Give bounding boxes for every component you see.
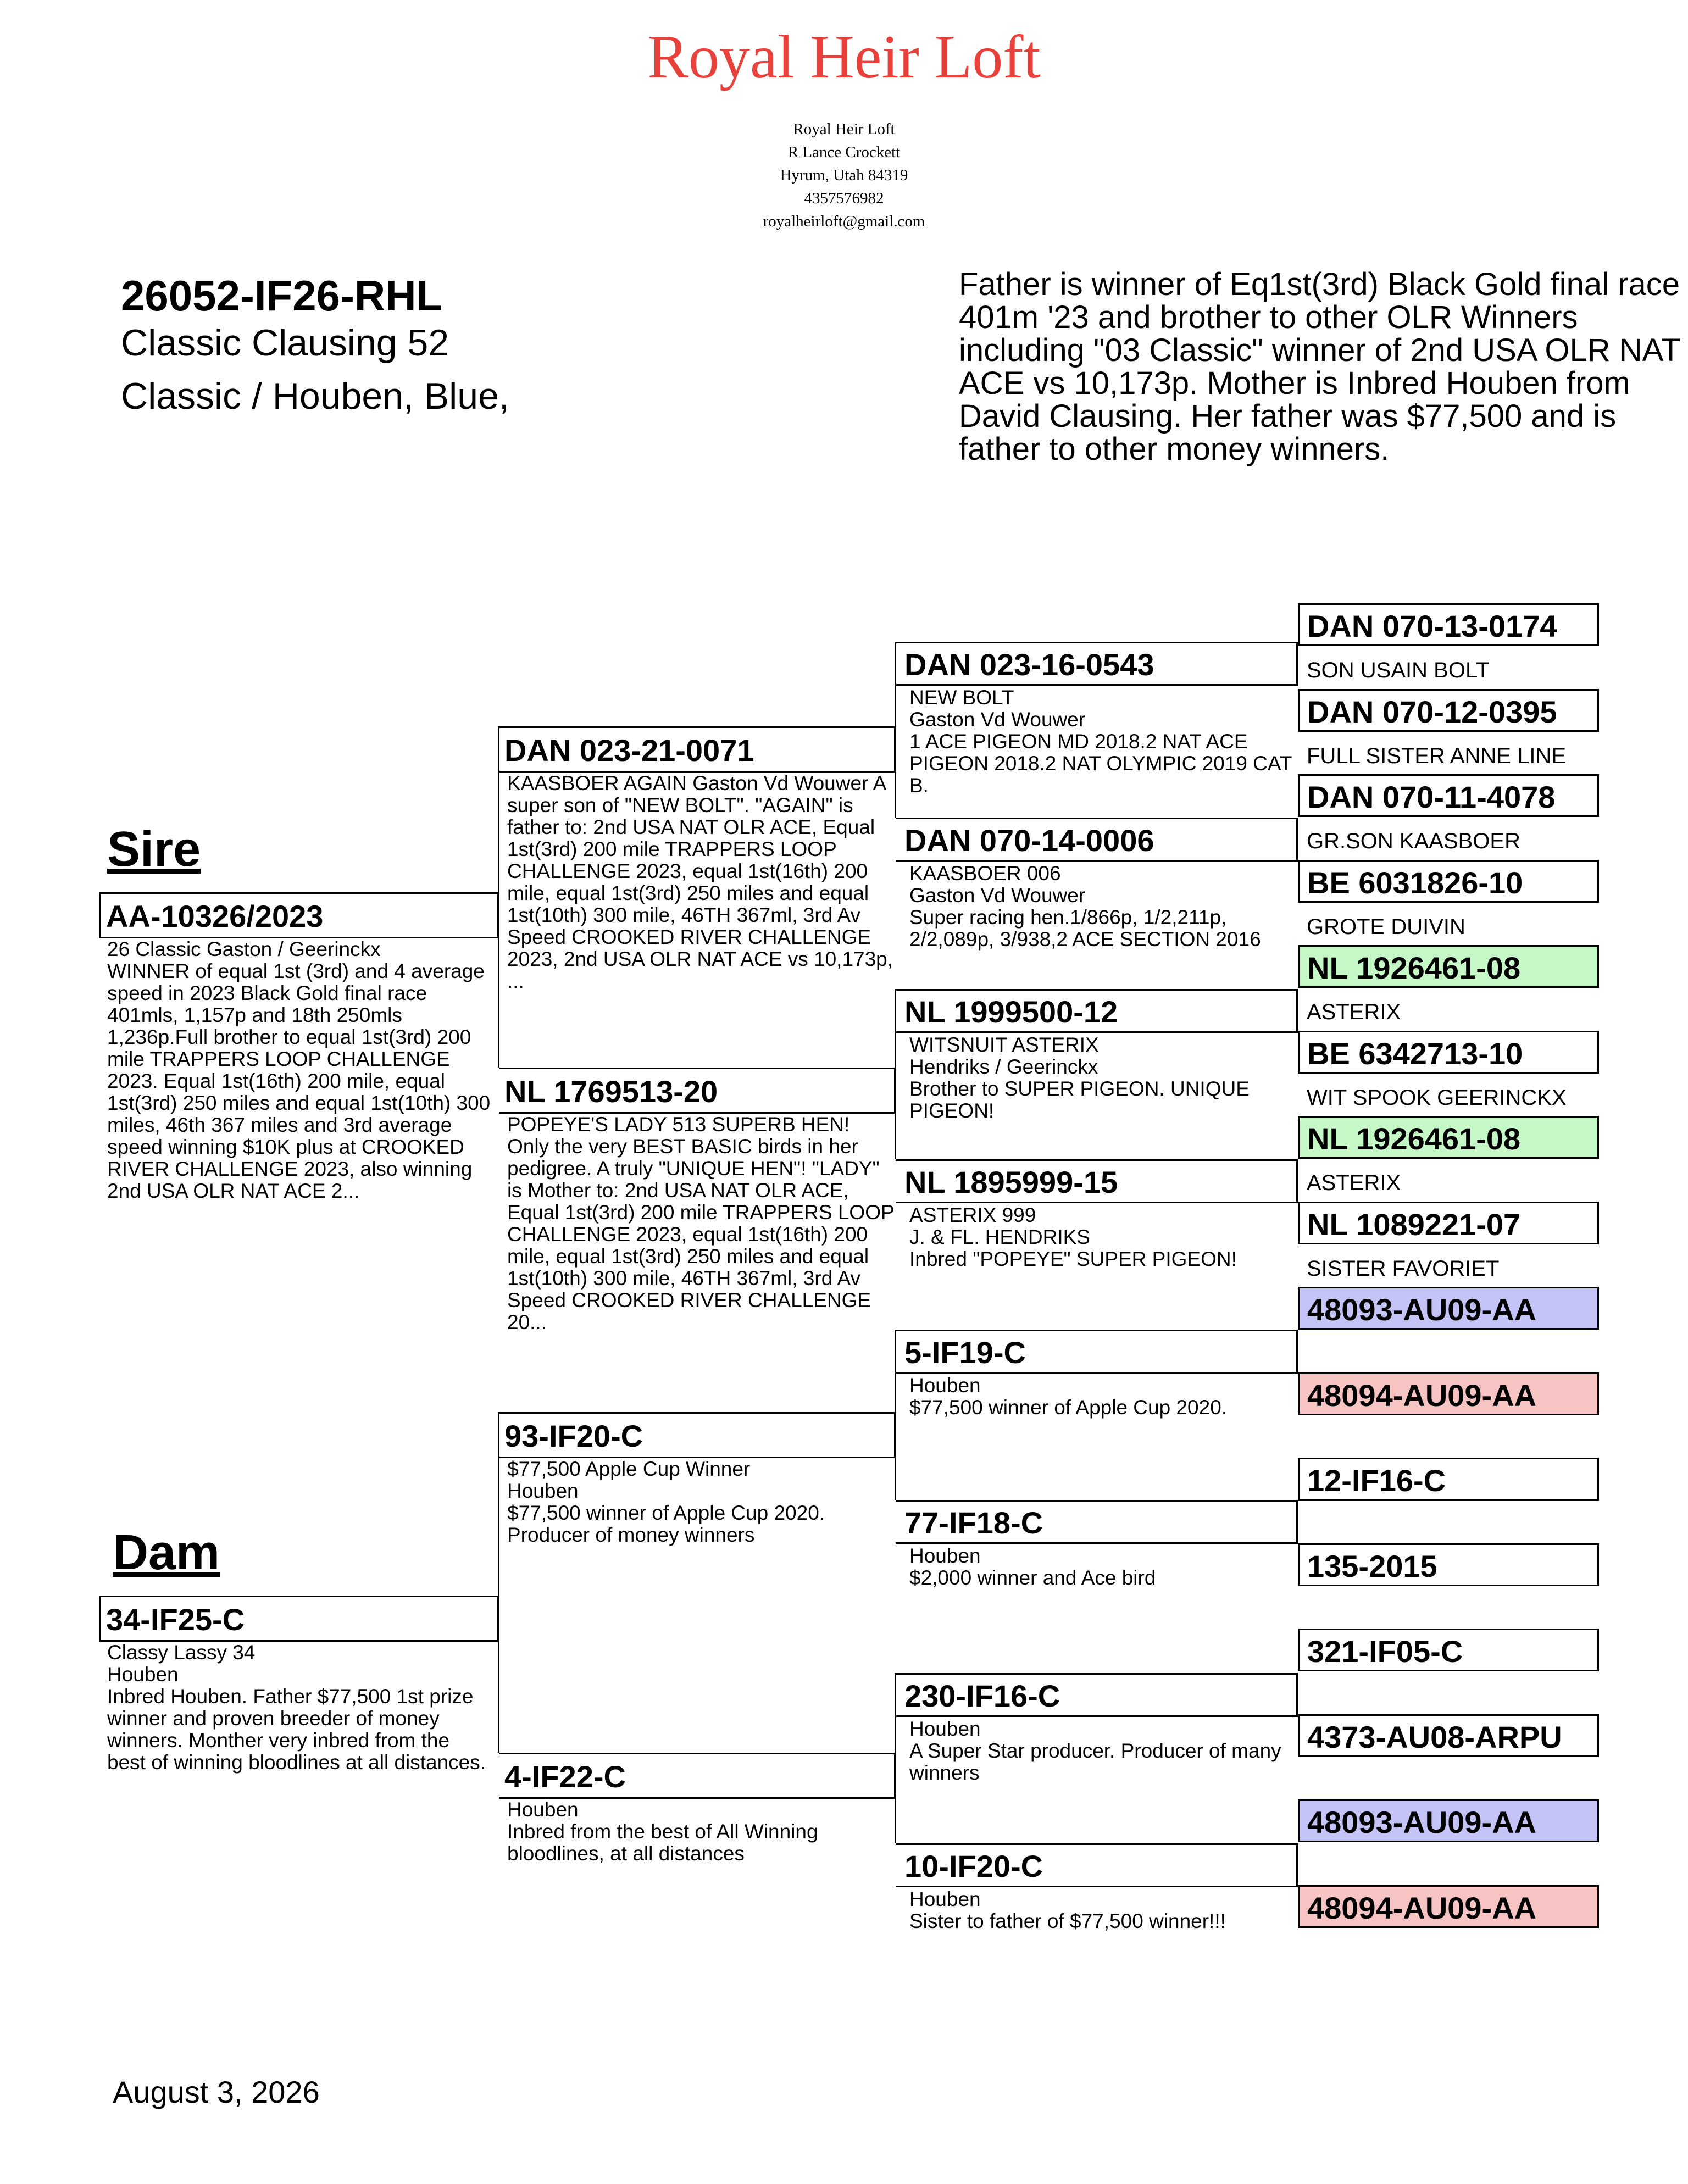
gen3-info: ASTERIX 999 J. & FL. HENDRIKS Inbred "POPEYE" SUPER PIGEON!: [909, 1204, 1237, 1270]
gen3-ring: DAN 023-16-0543: [904, 647, 1154, 682]
bird-ring-number: 26052-IF26-RHL: [121, 271, 443, 320]
dam-dam-info: Houben Inbred from the best of All Winning bloodlines, at all distances: [507, 1798, 818, 1865]
gen4-ring: 48094-AU09-AA: [1307, 1378, 1537, 1413]
gen4-ring-box: [1298, 603, 1599, 646]
gen4-ring: NL 1926461-08: [1307, 951, 1521, 985]
gen3-ring-box: [896, 1159, 1298, 1203]
sire-ring: AA-10326/2023: [106, 899, 324, 933]
gen4-ring: BE 6342713-10: [1307, 1036, 1523, 1071]
gen4-ring: NL 1926461-08: [1307, 1121, 1521, 1156]
gen4-info: GROTE DUIVIN: [1307, 915, 1465, 939]
gen4-ring-box: [1298, 1202, 1599, 1244]
gen4-ring: 321-IF05-C: [1307, 1634, 1463, 1669]
loft-title: Royal Heir Loft: [647, 23, 1041, 91]
gen4-info: GR.SON KAASBOER: [1307, 829, 1520, 853]
contact-line: Royal Heir Loft: [793, 120, 895, 138]
contact-block: [0, 118, 1688, 233]
gen4-ring-box: [1298, 1885, 1599, 1928]
gen4-ring: DAN 070-12-0395: [1307, 694, 1557, 729]
gen3-info: NEW BOLT Gaston Vd Wouwer 1 ACE PIGEON MD 2018.2 NAT ACE PIGEON 2018.2 NAT OLYMPIC 2019 CAT B.: [909, 686, 1292, 797]
gen4-info: ASTERIX: [1307, 1171, 1401, 1195]
gen3-ring: 230-IF16-C: [904, 1679, 1060, 1713]
gen4-ring: DAN 070-11-4078: [1307, 780, 1556, 814]
dam-sire-ring-box: [499, 1412, 896, 1458]
gen3-ring: NL 1895999-15: [904, 1165, 1118, 1199]
dam-sire-ring: 93-IF20-C: [504, 1419, 643, 1453]
gen3-ring: 77-IF18-C: [904, 1505, 1043, 1540]
gen4-ring: 48094-AU09-AA: [1307, 1891, 1537, 1925]
gen4-ring-box: [1298, 1116, 1599, 1159]
gen3-ring-box: [896, 818, 1298, 862]
gen4-ring-box: [1298, 1799, 1599, 1842]
dam-dam-ring-box: [499, 1753, 896, 1799]
gen3-ring-box: [896, 642, 1298, 686]
sire-sire-ring-box: [499, 726, 896, 773]
gen4-ring-box: [1298, 774, 1599, 817]
gen3-ring: 5-IF19-C: [904, 1335, 1026, 1370]
gen4-ring-box: [1298, 1372, 1599, 1415]
gen3-ring-box: [896, 1843, 1298, 1887]
gen4-ring-box: [1298, 1543, 1599, 1586]
gen4-info: WIT SPOOK GEERINCKX: [1307, 1086, 1567, 1110]
gen3-ring-box: [896, 989, 1298, 1033]
gen4-ring: 12-IF16-C: [1307, 1463, 1446, 1498]
sire-heading: Sire: [107, 822, 201, 877]
gen4-ring-box: [1298, 689, 1599, 732]
gen4-info: FULL SISTER ANNE LINE: [1307, 744, 1566, 768]
report-date: August 3, 2026: [113, 2075, 320, 2109]
dam-dam-ring: 4-IF22-C: [504, 1759, 626, 1794]
gen4-ring: DAN 070-13-0174: [1307, 609, 1557, 643]
gen4-ring-box: [1298, 1287, 1599, 1330]
gen4-ring-box: [1298, 1458, 1599, 1501]
gen3-ring: DAN 070-14-0006: [904, 823, 1154, 858]
gen3-info: Houben $2,000 winner and Ace bird: [909, 1544, 1156, 1589]
sire-sire-ring: DAN 023-21-0071: [504, 733, 754, 768]
bird-name: Classic Clausing 52: [121, 322, 449, 364]
bird-summary: Father is winner of Eq1st(3rd) Black Gold final race 401m '23 and brother to other OLR Winners including "03 Classic" winner of 2nd USA OLR NAT ACE vs 10,173p. Mother is Inbred Houben from David Clausing. Her father was $77,500 and is father to other money winners.: [959, 266, 1680, 467]
dam-info: Classy Lassy 34 Houben Inbred Houben. Father $77,500 1st prize winner and proven breeder of money winners. Monther very inbred from the best of winning bloodlines at all distances.: [107, 1641, 486, 1774]
dam-ring-box: [99, 1596, 499, 1642]
gen4-ring: NL 1089221-07: [1307, 1207, 1521, 1242]
gen4-ring: 4373-AU08-ARPU: [1307, 1720, 1562, 1754]
gen3-ring-box: [896, 1330, 1298, 1374]
gen4-ring: 135-2015: [1307, 1549, 1437, 1583]
gen4-ring-box: [1298, 1031, 1599, 1074]
contact-line: Hyrum, Utah 84319: [780, 166, 908, 184]
sire-dam-info: POPEYE'S LADY 513 SUPERB HEN! Only the very BEST BASIC birds in her pedigree. A truly "UNIQUE HEN"! "LADY" is Mother to: 2nd USA NAT OLR ACE, Equal 1st(3rd) 200 mile TRAPPERS LOOP CHALLENGE 2023, equal 1st(16th) 200 mile, equal 1st(3rd) 250 miles and equal 1st(10th) 300 mile, 46TH 367ml, 3rd Av Speed CROOKED RIVER CHALLENGE 20...: [507, 1113, 894, 1333]
gen4-ring-box: [1298, 945, 1599, 988]
gen3-ring: NL 1999500-12: [904, 994, 1118, 1029]
gen4-ring: BE 6031826-10: [1307, 865, 1523, 900]
gen4-info: SISTER FAVORIET: [1307, 1257, 1500, 1281]
dam-ring: 34-IF25-C: [106, 1602, 245, 1637]
bracket-line: [498, 1412, 499, 1753]
gen4-ring-box: [1298, 1714, 1599, 1757]
gen4-ring: 48093-AU09-AA: [1307, 1805, 1537, 1840]
dam-heading: Dam: [113, 1525, 220, 1580]
sire-ring-box: [99, 892, 499, 938]
gen4-info: ASTERIX: [1307, 1000, 1401, 1024]
gen4-ring-box: [1298, 1629, 1599, 1671]
gen4-ring-box: [1298, 860, 1599, 903]
gen3-info: WITSNUIT ASTERIX Hendriks / Geerinckx Brother to SUPER PIGEON. UNIQUE PIGEON!: [909, 1033, 1250, 1122]
gen3-info: Houben Sister to father of $77,500 winner!!!: [909, 1888, 1226, 1932]
gen3-ring: 10-IF20-C: [904, 1849, 1043, 1883]
sire-dam-ring: NL 1769513-20: [504, 1074, 718, 1109]
sire-sire-info: KAASBOER AGAIN Gaston Vd Wouwer A super son of "NEW BOLT". "AGAIN" is father to: 2nd USA NAT OLR ACE, Equal 1st(3rd) 200 mile TRAPPERS LOOP CHALLENGE 2023, equal 1st(16th) 200 mile, equal 1st(3rd) 250 miles and equal 1st(10th) 300 mile, 46TH 367ml, 3rd Av Speed CROOKED RIVER CHALLENGE 2023, 2nd USA OLR NAT ACE vs 10,173p, ...: [507, 772, 893, 992]
bracket-line: [498, 726, 499, 1068]
dam-sire-info: $77,500 Apple Cup Winner Houben $77,500 winner of Apple Cup 2020. Producer of money winners: [507, 1458, 825, 1546]
gen4-ring: 48093-AU09-AA: [1307, 1292, 1537, 1327]
contact-line: 4357576982: [804, 190, 884, 207]
bird-description: Classic / Houben, Blue,: [121, 375, 509, 417]
sire-info: 26 Classic Gaston / Geerinckx WINNER of equal 1st (3rd) and 4 average speed in 2023 Black Gold final race 401mls, 1,157p and 18th 250mls 1,236p.Full brother to equal 1st(3rd) 200 mile TRAPPERS LOOP CHALLENGE 2023. Equal 1st(16th) 200 mile, equal 1st(3rd) 250 miles and equal 1st(10th) 300 miles, 46th 367 miles and 3rd average speed winning $10K plus at CROOKED RIVER CHALLENGE 2023, also winning 2nd USA OLR NAT ACE 2...: [107, 938, 491, 1202]
contact-email: royalheirloft@gmail.com: [763, 213, 925, 230]
gen4-info: SON USAIN BOLT: [1307, 658, 1490, 682]
gen3-ring-box: [896, 1500, 1298, 1544]
sire-dam-ring-box: [499, 1068, 896, 1114]
gen3-ring-box: [896, 1673, 1298, 1717]
gen3-info: KAASBOER 006 Gaston Vd Wouwer Super racing hen.1/866p, 1/2,211p, 2/2,089p, 3/938,2 ACE SECTION 2016: [909, 862, 1261, 951]
contact-line: R Lance Crockett: [787, 143, 901, 161]
gen3-info: Houben $77,500 winner of Apple Cup 2020.: [909, 1374, 1228, 1419]
gen3-info: Houben A Super Star producer. Producer of many winners: [909, 1718, 1281, 1784]
